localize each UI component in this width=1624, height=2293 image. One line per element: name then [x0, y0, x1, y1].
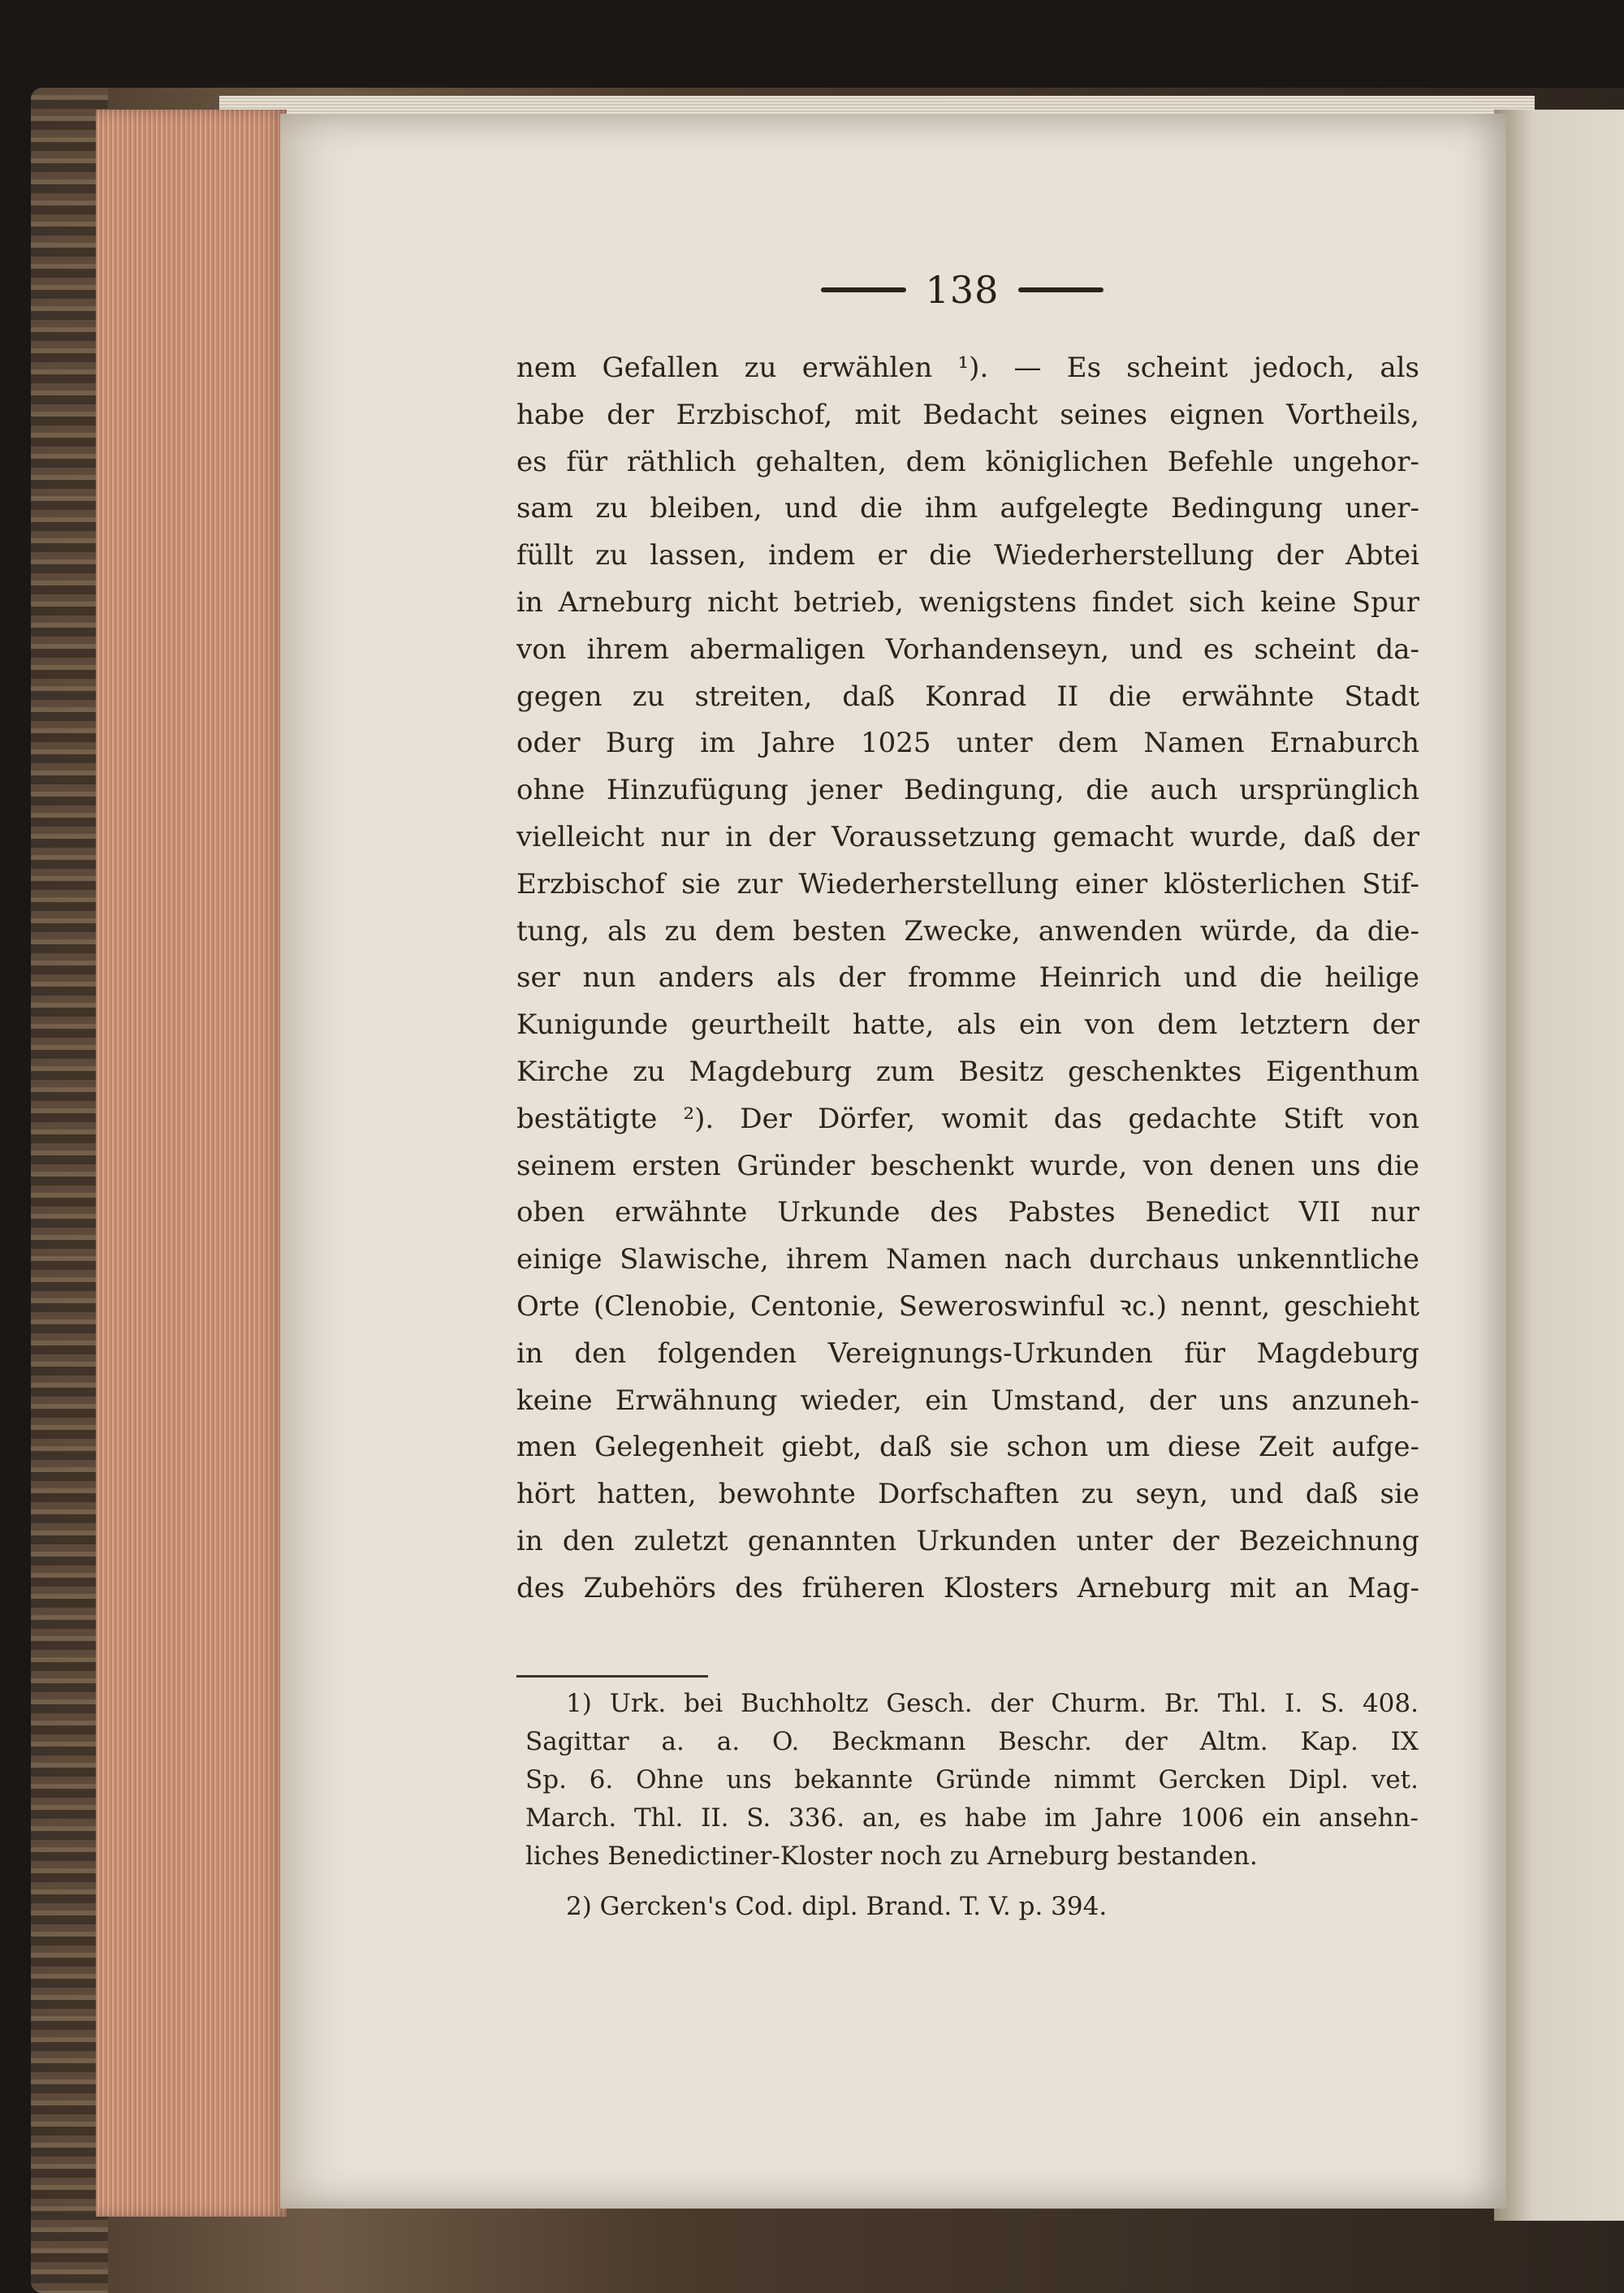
text-line: in den zuletzt genannten Urkunden unter der Bezeichnung: [516, 1524, 1419, 1557]
text-line: des Zubehörs des früheren Klosters Arneburg mit an Mag-: [516, 1571, 1419, 1604]
footnotes: [525, 1685, 1419, 1926]
text-line: men Gelegenheit giebt, daß sie schon um diese Zeit aufge-: [516, 1431, 1419, 1464]
footnote-line: 2) Gercken's Cod. dipl. Brand. T. V. p. 394.: [566, 1892, 1108, 1921]
footnote-line: 1) Urk. bei Buchholtz Gesch. der Churm. Br. Thl. I. S. 408.: [566, 1689, 1419, 1718]
text-line: hört hatten, bewohnte Dorfschaften zu seyn, und daß sie: [516, 1478, 1419, 1511]
text-line: habe der Erzbischof, mit Bedacht seines eignen Vortheils,: [516, 398, 1419, 431]
text-line: in den folgenden Vereignungs-Urkunden für Magdeburg: [516, 1337, 1419, 1370]
header-dash-left: [821, 287, 906, 292]
text-line: keine Erwähnung wieder, ein Umstand, der uns anzuneh-: [516, 1384, 1419, 1417]
footnote-rule: [516, 1675, 708, 1678]
footnote-line: March. Thl. II. S. 336. an, es habe im Jahre 1006 ein ansehn-: [525, 1803, 1419, 1833]
footnote-line: liches Benedictiner-Kloster noch zu Arneburg bestanden.: [525, 1842, 1258, 1871]
text-line: oder Burg im Jahre 1025 unter dem Namen Ernaburch: [516, 727, 1419, 760]
footnote-line: Sp. 6. Ohne uns bekannte Gründe nimmt Gercken Dipl. vet.: [525, 1765, 1419, 1794]
page-header: [812, 261, 1112, 318]
page-edges-left: [96, 110, 287, 2217]
text-line: vielleicht nur in der Voraussetzung gemacht wurde, daß der: [516, 820, 1419, 853]
text-line: seinem ersten Gründer beschenkt wurde, von denen uns die: [516, 1149, 1419, 1182]
text-line: in Arneburg nicht betrieb, wenigstens findet sich keine Spur: [516, 585, 1419, 619]
text-line: sam zu bleiben, und die ihm aufgelegte Bedingung uner-: [516, 492, 1419, 525]
header-dash-right: [1018, 287, 1104, 292]
text-line: gegen zu streiten, daß Konrad II die erwähnte Stadt: [516, 680, 1419, 713]
text-line: von ihrem abermaligen Vorhandenseyn, und es scheint da-: [516, 633, 1419, 666]
text-line: Orte (Clenobie, Centonie, Seweroswinful ꝛc.) nennt, geschieht: [516, 1289, 1419, 1323]
text-line: Kirche zu Magdeburg zum Besitz geschenktes Eigenthum: [516, 1055, 1419, 1088]
text-line: oben erwähnte Urkunde des Pabstes Benedict VII nur: [516, 1196, 1419, 1229]
facing-page-edge: [1494, 110, 1624, 2221]
text-line: bestätigte ²). Der Dörfer, womit das gedachte Stift von: [516, 1102, 1419, 1135]
text-line: Kunigunde geurtheilt hatte, als ein von dem letztern der: [516, 1008, 1419, 1042]
footnote-line: Sagittar a. a. O. Beckmann Beschr. der Altm. Kap. IX: [525, 1727, 1419, 1756]
text-line: ser nun anders als der fromme Heinrich und die heilige: [516, 961, 1419, 995]
text-line: einige Slawische, ihrem Namen nach durchaus unkenntliche: [516, 1243, 1419, 1276]
page-number: 138: [925, 268, 1000, 312]
text-line: nem Gefallen zu erwählen ¹). — Es scheint jedoch, als: [516, 352, 1419, 384]
text-line: tung, als zu dem besten Zwecke, anwenden würde, da die-: [516, 914, 1419, 948]
text-line: füllt zu lassen, indem er die Wiederherstellung der Abtei: [516, 539, 1419, 572]
body-text: [516, 345, 1419, 1613]
text-line: Erzbischof sie zur Wiederherstellung einer klösterlichen Stif-: [516, 867, 1419, 900]
text-line: es für räthlich gehalten, dem königlichen Befehle ungehor-: [516, 445, 1419, 478]
text-line: ohne Hinzufügung jener Bedingung, die auch ursprünglich: [516, 774, 1419, 807]
